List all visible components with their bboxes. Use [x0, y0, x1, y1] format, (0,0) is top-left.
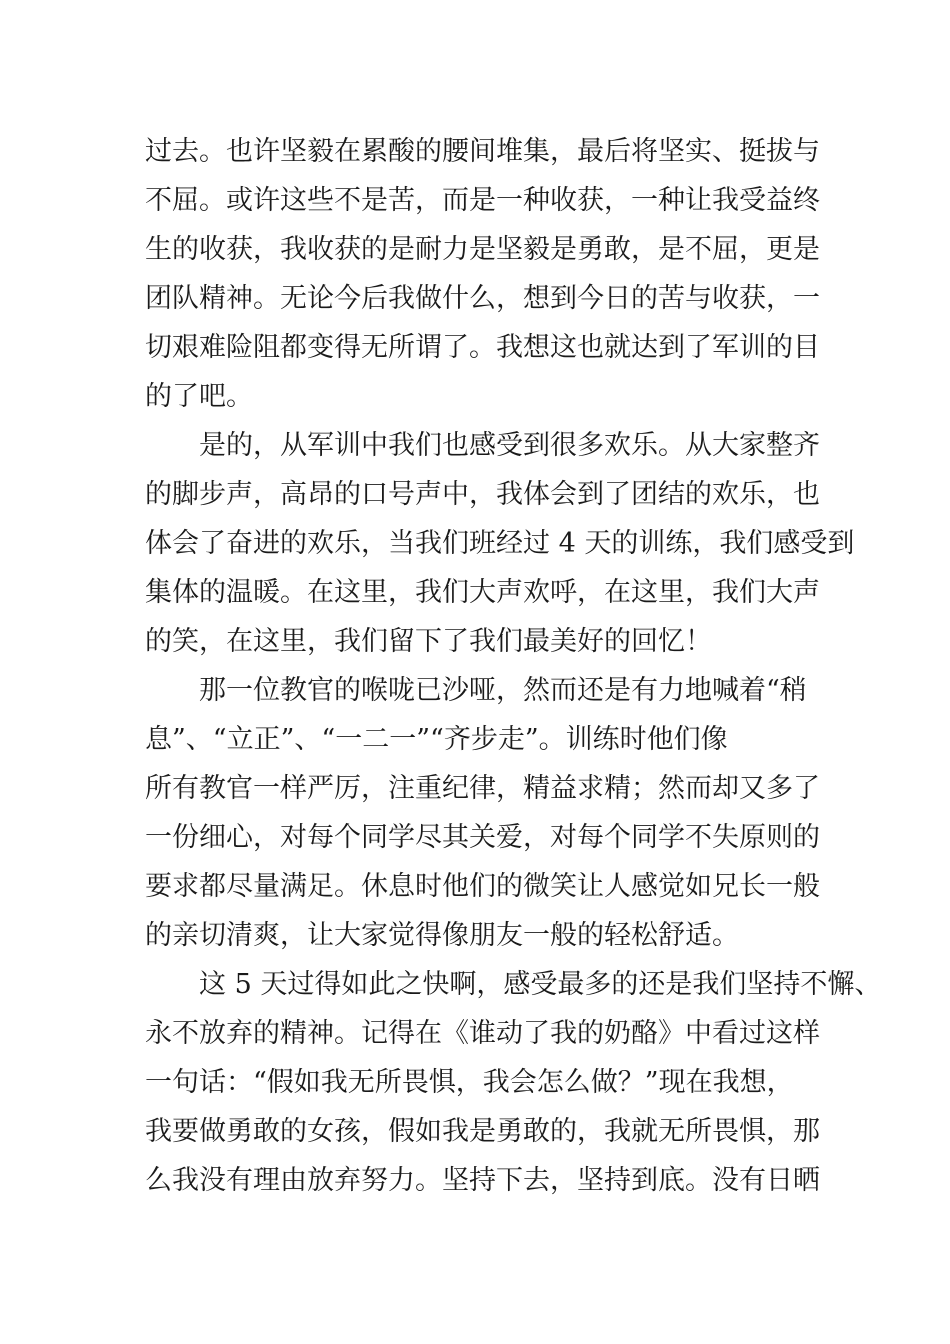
text-line: 生的收获，我收获的是耐力是坚毅是勇敢，是不屈，更是 [145, 234, 820, 265]
text-line: 集体的温暖。在这里，我们大声欢呼，在这里，我们大声 [145, 577, 820, 608]
text-line: 要求都尽量满足。休息时他们的微笑让人感觉如兄长一般 [145, 871, 820, 902]
text-line: 不屈。或许这些不是苦，而是一种收获，一种让我受益终 [145, 185, 820, 216]
text-line: 永不放弃的精神。记得在《谁动了我的奶酪》中看过这样 [145, 1018, 820, 1049]
text-line: 这 5 天过得如此之快啊，感受最多的还是我们坚持不懈、 [145, 969, 882, 1000]
text-line: 一句话：“假如我无所畏惧，我会怎么做？”现在我想， [145, 1067, 794, 1098]
text-line: 所有教官一样严厉，注重纪律，精益求精；然而却又多了 [145, 773, 820, 804]
text-line: 的脚步声，高昂的口号声中，我体会到了团结的欢乐，也 [145, 479, 820, 510]
text-line: 团队精神。无论今后我做什么，想到今日的苦与收获，一 [145, 283, 820, 314]
text-line: 的了吧。 [145, 381, 253, 412]
text-line: 过去。也许坚毅在累酸的腰间堆集，最后将坚实、挺拔与 [145, 136, 820, 167]
text-line: 一份细心，对每个同学尽其关爱，对每个同学不失原则的 [145, 822, 820, 853]
text-line: 切艰难险阻都变得无所谓了。我想这也就达到了军训的目 [145, 332, 820, 363]
text-line: 是的，从军训中我们也感受到很多欢乐。从大家整齐 [145, 430, 820, 461]
text-line: 的亲切清爽，让大家觉得像朋友一般的轻松舒适。 [145, 920, 739, 951]
document-body [145, 127, 882, 1205]
text-line: 那一位教官的喉咙已沙哑，然而还是有力地喊着“稍 [145, 675, 807, 706]
text-line: 么我没有理由放弃努力。坚持下去，坚持到底。没有日晒 [145, 1165, 820, 1196]
text-line: 的笑，在这里，我们留下了我们最美好的回忆！ [145, 626, 712, 657]
text-line: 息”、“立正”、“一二一”“齐步走”。训练时他们像 [145, 724, 728, 755]
text-line: 体会了奋进的欢乐，当我们班经过 4 天的训练，我们感受到 [145, 528, 855, 559]
text-line: 我要做勇敢的女孩，假如我是勇敢的，我就无所畏惧，那 [145, 1116, 820, 1147]
